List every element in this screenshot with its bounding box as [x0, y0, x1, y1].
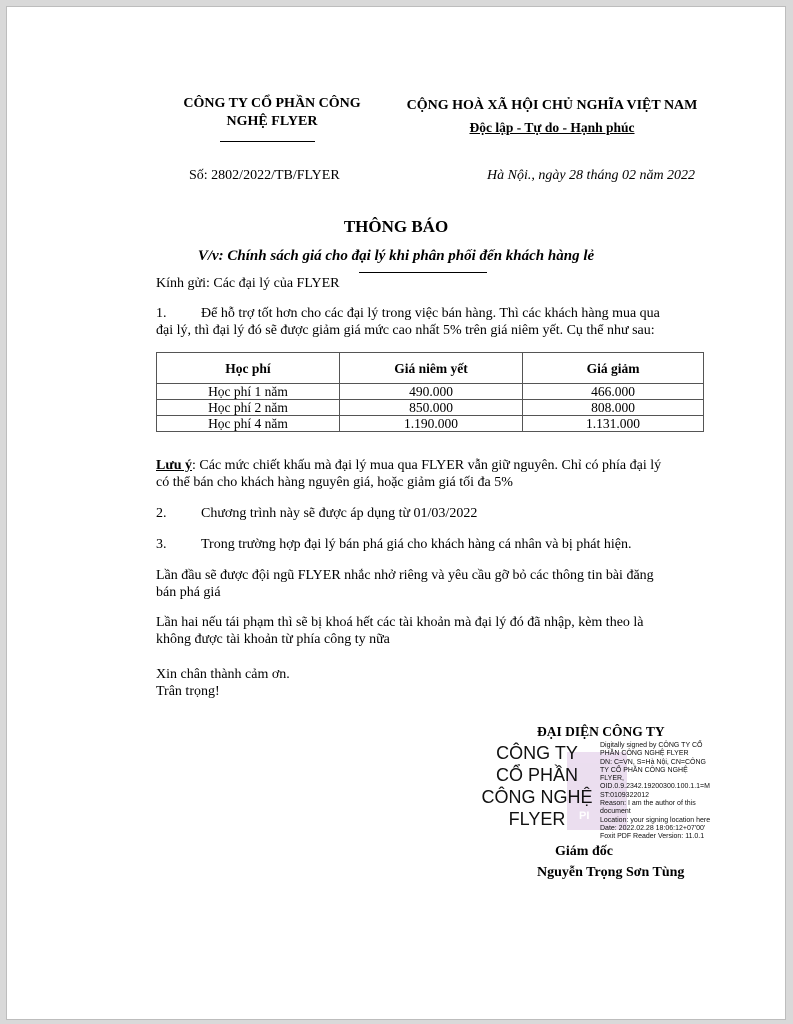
- section-3-text: Trong trường hợp đại lý bán phá giá cho khách hàng cá nhân và bị phát hiện.: [201, 537, 632, 552]
- table-header-row: [157, 353, 704, 384]
- table-cell: Học phí 2 năm: [157, 400, 340, 416]
- signature-detail-line: ST:0109322012: [600, 791, 650, 799]
- section-2-number: 2.: [156, 506, 167, 521]
- section-2-text: Chương trình này sẽ được áp dụng từ 01/03/2022: [201, 506, 478, 521]
- section-1-line2: đại lý, thì đại lý đó sẽ được giảm giá mức cao nhất 5% trên giá niêm yết. Cụ thể như sau:: [156, 323, 655, 338]
- stamp-line: CÔNG NGHỆ: [481, 787, 593, 807]
- section-1-number: 1.: [156, 306, 167, 321]
- signature-detail-line: TY CỔ PHẦN CÔNG NGHỆ: [600, 766, 688, 774]
- closing: [156, 666, 692, 700]
- subject-underline: [359, 272, 487, 273]
- header-discount-price: Giá giảm: [523, 353, 704, 384]
- table-cell: Học phí 4 năm: [157, 416, 340, 432]
- signer-name: Nguyễn Trọng Sơn Tùng: [537, 865, 685, 880]
- table-cell: 466.000: [523, 384, 704, 400]
- table-row: [157, 416, 704, 432]
- note-line2: có thể bán cho khách hàng nguyên giá, hoặc giảm giá tối đa 5%: [156, 475, 513, 490]
- table-row: [157, 384, 704, 400]
- second-offense-line2: không được tài khoản từ phía công ty nữa: [156, 632, 390, 647]
- digital-signature-details: [600, 742, 730, 842]
- table-cell: 1.131.000: [523, 416, 704, 432]
- signature-detail-line: PHẦN CÔNG NGHỆ FLYER: [600, 750, 689, 758]
- stamp-line: CỔ PHẦN: [495, 765, 578, 785]
- signature-detail-line: Digitally signed by CÔNG TY CỔ: [600, 742, 703, 749]
- digital-signature-name: [477, 742, 597, 830]
- document-subject: V/v: Chính sách giá cho đại lý khi phân phối đến khách hàng lẻ: [197, 248, 595, 264]
- table-cell: 1.190.000: [340, 416, 523, 432]
- national-header: [387, 95, 717, 139]
- first-offense-line1: Lần đầu sẽ được đội ngũ FLYER nhắc nhở riêng và yêu cầu gỡ bỏ các thông tin bài đăng: [156, 568, 654, 583]
- second-offense-paragraph: [156, 614, 716, 648]
- signature-detail-line: OID.0.9.2342.19200300.100.1.1=M: [600, 783, 710, 791]
- signature-detail-line: Location: your signing location here: [600, 816, 711, 824]
- table-row: [157, 400, 704, 416]
- director-title: Giám đốc: [555, 844, 613, 859]
- representative-title: ĐẠI DIỆN CÔNG TY: [537, 724, 665, 739]
- signature-detail-line: document: [600, 808, 631, 816]
- company-name-line2: NGHỆ FLYER: [226, 114, 318, 129]
- place-date: Hà Nội., ngày 28 tháng 02 năm 2022: [487, 168, 696, 183]
- document-number: Số: 2802/2022/TB/FLYER: [189, 168, 340, 183]
- price-table: [156, 352, 704, 432]
- signature-detail-line: Date: 2022.02.28 18:06:12+07'00': [600, 824, 706, 832]
- stamp-line: CÔNG TY: [496, 743, 578, 763]
- signature-detail-line: Foxit PDF Reader Version: 11.0.1: [600, 833, 705, 841]
- section-3: [156, 536, 716, 553]
- table-cell: 490.000: [340, 384, 523, 400]
- note: [156, 457, 716, 491]
- closing-thanks: Xin chân thành cảm ơn.: [156, 667, 290, 682]
- section-2: [156, 505, 692, 522]
- document-page: [6, 6, 786, 1020]
- note-label: Lưu ý: [156, 458, 193, 473]
- closing-regards: Trân trọng!: [156, 684, 220, 699]
- second-offense-line1: Lần hai nếu tái phạm thì sẽ bị khoá hết các tài khoản mà đại lý đó đã nhập, kèm theo là: [156, 615, 644, 630]
- section-3-number: 3.: [156, 537, 167, 552]
- signature-detail-line: DN: C=VN, S=Hà Nội, CN=CÔNG: [600, 758, 706, 766]
- note-line1: : Các mức chiết khấu mà đại lý mua qua FLYER vẫn giữ nguyên. Chỉ có phía đại lý: [192, 458, 662, 473]
- first-offense-line2: bán phá giá: [156, 585, 221, 600]
- national-motto: Độc lập - Tự do - Hạnh phúc: [469, 120, 635, 135]
- watermark-text: PI: [579, 810, 590, 822]
- signature-detail-line: FLYER,: [600, 775, 624, 783]
- company-name: [157, 95, 387, 131]
- company-underline: [220, 141, 315, 142]
- signature-detail-line: Reason: I am the author of this: [600, 800, 696, 808]
- nation-title: CỘNG HOÀ XÃ HỘI CHỦ NGHĨA VIỆT NAM: [406, 98, 698, 113]
- first-offense-paragraph: [156, 567, 716, 601]
- table-cell: 808.000: [523, 400, 704, 416]
- header-list-price: Giá niêm yết: [340, 353, 523, 384]
- stamp-line: FLYER: [508, 809, 566, 829]
- section-1-line1: Để hỗ trợ tốt hơn cho các đại lý trong việc bán hàng. Thì các khách hàng mua qua: [201, 306, 660, 321]
- table-cell: 850.000: [340, 400, 523, 416]
- company-name-line1: CÔNG TY CỔ PHẦN CÔNG: [183, 96, 361, 111]
- table-cell: Học phí 1 năm: [157, 384, 340, 400]
- document-title: THÔNG BÁO: [343, 217, 449, 236]
- header-tuition: Học phí: [157, 353, 340, 384]
- section-1: [156, 305, 716, 339]
- greeting: Kính gửi: Các đại lý của FLYER: [156, 276, 340, 291]
